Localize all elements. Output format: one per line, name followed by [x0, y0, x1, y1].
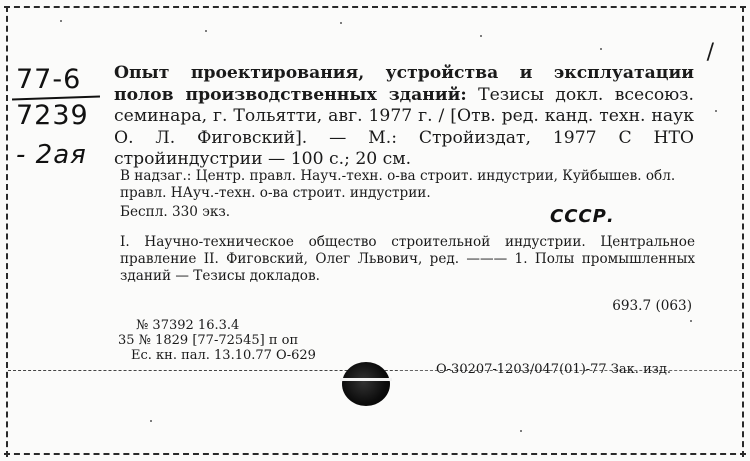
bottom-code: О-30207-1203/047(01)-77 Зак. изд. — [436, 362, 671, 377]
title-lead: Опыт проектирования, устройства и эксплуатации полов производственных зданий: — [114, 63, 694, 105]
title-rest: Тезисы докл. всесоюз. семинара, г. Тольятти, авг. 1977 г. / [Отв. ред. канд. техн. наук О. Л. Фиговский]. — М.: Стройиздат, 1977 С НТО стройиндустрии — 100 с.; 20 см. — [114, 84, 694, 169]
card-edge-right — [742, 6, 744, 457]
card-punch-hole — [342, 362, 390, 406]
heading-note: В надзаг.: Центр. правл. Науч.-техн. о-ва строит. индустрии, Куйбышев. обл. правл. НАуч.-техн. о-ва строит. индустрии. — [120, 168, 676, 201]
scan-speck — [715, 110, 717, 112]
scan-speck — [205, 30, 207, 32]
scan-speck — [600, 48, 602, 50]
scan-speck — [60, 20, 62, 22]
bibliographic-description — [114, 63, 694, 171]
handwritten-note: - 2ая — [16, 140, 87, 170]
catalog-number-2: 35 № 1829 [77-72545] п оп — [118, 333, 299, 348]
card-edge-top — [4, 6, 746, 8]
top-right-mark: / — [706, 40, 714, 65]
scan-speck — [340, 22, 342, 24]
scan-speck — [520, 430, 522, 432]
udc-code: 693.7 (063) — [612, 298, 692, 314]
scan-speck — [150, 420, 152, 422]
punch-hole-highlight — [340, 378, 392, 381]
handwritten-stamp: СССР. — [550, 206, 615, 227]
card-edge-left — [6, 6, 8, 457]
catalog-number-3: Ес. кн. пал. 13.10.77 О-629 — [131, 348, 316, 363]
scan-speck — [480, 35, 482, 37]
subject-headings: I. Научно-техническое общество строительной индустрии. Центральное правление II. Фиговский, Олег Львович, ред. ——— 1. Полы промышленных зданий — Тезисы докладов. — [120, 234, 695, 284]
scan-speck — [690, 320, 692, 322]
card-edge-bottom — [4, 453, 746, 455]
free-copies: Беспл. 330 экз. — [120, 204, 231, 220]
catalog-number-1: № 37392 16.3.4 — [136, 318, 240, 333]
handwritten-shelf-number: 77-6 — [16, 64, 82, 95]
handwritten-inventory-number: 7239 — [16, 100, 89, 131]
